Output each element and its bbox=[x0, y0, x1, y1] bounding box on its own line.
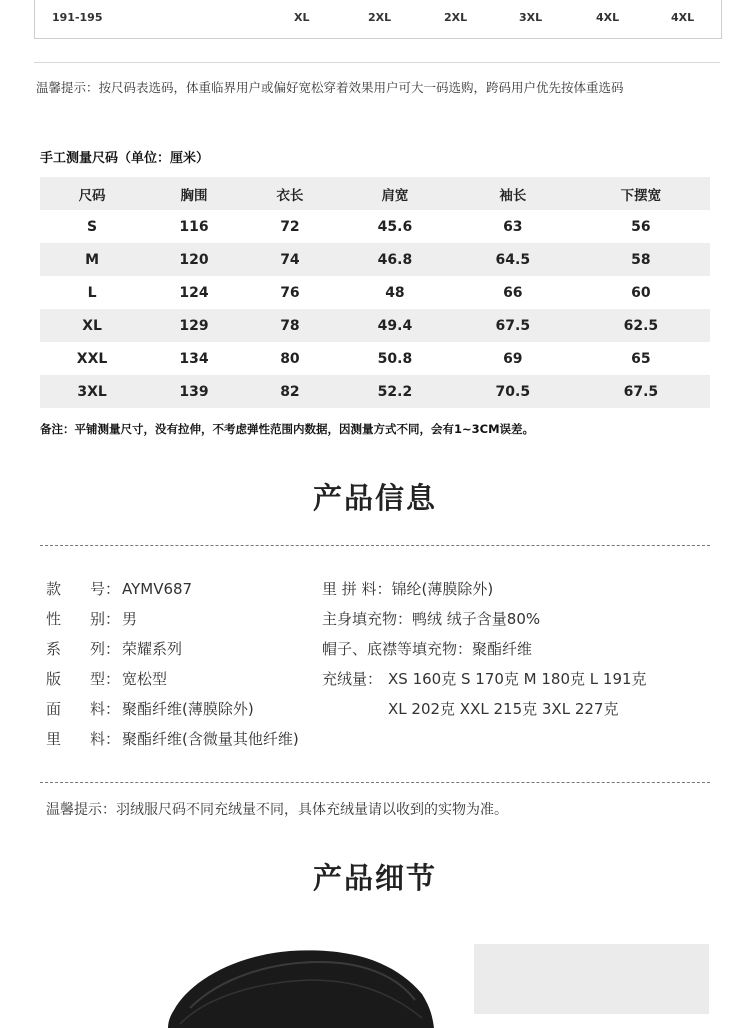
info-label: 充绒量： bbox=[322, 670, 383, 688]
size-cell: 2XL bbox=[368, 11, 392, 24]
info-item-fit bbox=[46, 668, 167, 689]
info-value: XS 160克 S 170克 M 180克 L 191克 bbox=[388, 670, 647, 688]
info-item-lining bbox=[46, 728, 299, 749]
table-cell: 70.5 bbox=[454, 375, 572, 408]
table-header-row bbox=[40, 177, 710, 210]
table-cell: 45.6 bbox=[377, 218, 413, 235]
info-item-series bbox=[46, 638, 182, 659]
size-cell: 4XL bbox=[596, 11, 620, 24]
divider bbox=[34, 62, 720, 63]
table-cell: L bbox=[87, 284, 97, 301]
table-cell: 124 bbox=[179, 284, 209, 301]
height-range-cell: 191-195 bbox=[52, 11, 103, 24]
table-cell: 134 bbox=[179, 350, 209, 367]
info-item-lining-panel bbox=[322, 578, 493, 599]
info-item-fill-weight-cont bbox=[388, 698, 618, 719]
info-label: 面 bbox=[46, 700, 62, 718]
info-label: 里 bbox=[46, 730, 62, 748]
table-cell: XL bbox=[40, 309, 144, 342]
info-item-style-no bbox=[46, 578, 192, 599]
info-value: 聚酯纤维 bbox=[472, 640, 533, 658]
info-label: 号： bbox=[90, 580, 121, 598]
info-label: 版 bbox=[46, 670, 62, 688]
info-value: 聚酯纤维(薄膜除外) bbox=[122, 700, 254, 718]
size-cell: 4XL bbox=[671, 11, 695, 24]
info-value: 鸭绒 绒子含量80% bbox=[412, 610, 541, 628]
product-info-title: 产品信息 bbox=[312, 481, 437, 515]
info-label: 型： bbox=[90, 670, 121, 688]
dotted-divider bbox=[40, 545, 710, 546]
info-label: 性 bbox=[46, 610, 62, 628]
table-cell: 49.4 bbox=[336, 309, 454, 342]
table-cell: 56 bbox=[631, 218, 651, 235]
table-row bbox=[40, 309, 710, 342]
info-label: 款 bbox=[46, 580, 62, 598]
info-value: 聚酯纤维(含微量其他纤维) bbox=[122, 730, 299, 748]
size-cell: 3XL bbox=[519, 11, 543, 24]
fill-weight-tip: 温馨提示：羽绒服尺码不同充绒量不同，具体充绒量请以收到的实物为准。 bbox=[46, 802, 508, 818]
table-cell: 67.5 bbox=[454, 309, 572, 342]
info-value: XL 202克 XXL 215克 3XL 227克 bbox=[388, 700, 619, 718]
table-cell: 62.5 bbox=[572, 309, 710, 342]
info-label: 帽子、底襟等填充物： bbox=[322, 640, 473, 658]
table-cell: 72 bbox=[280, 218, 300, 235]
table-cell: 63 bbox=[503, 218, 523, 235]
table-cell: XXL bbox=[76, 350, 108, 367]
header-cell: 下摆宽 bbox=[572, 177, 710, 210]
measurement-table bbox=[40, 177, 710, 408]
info-value: 男 bbox=[122, 610, 138, 628]
info-label: 别： bbox=[90, 610, 121, 628]
header-cell: 袖长 bbox=[454, 177, 572, 210]
info-value: 宽松型 bbox=[122, 670, 168, 688]
info-item-outer-fabric bbox=[46, 698, 254, 719]
info-label: 里 拼 料： bbox=[322, 580, 392, 598]
info-label: 系 bbox=[46, 640, 62, 658]
table-cell: 48 bbox=[385, 284, 405, 301]
measurement-title: 手工测量尺码（单位：厘米） bbox=[40, 151, 210, 166]
table-cell: 116 bbox=[179, 218, 209, 235]
table-cell: 78 bbox=[244, 309, 336, 342]
info-item-fill-weight bbox=[322, 668, 647, 689]
size-cell: 2XL bbox=[444, 11, 468, 24]
table-row bbox=[40, 342, 710, 375]
table-cell: 46.8 bbox=[336, 243, 454, 276]
table-cell: 50.8 bbox=[377, 350, 413, 367]
table-row bbox=[40, 243, 710, 276]
table-row bbox=[40, 276, 710, 309]
info-item-gender bbox=[46, 608, 137, 629]
table-cell: 64.5 bbox=[454, 243, 572, 276]
measurement-note: 备注：平铺测量尺寸，没有拉伸，不考虑弹性范围内数据，因测量方式不同，会有1~3CM误差。 bbox=[40, 422, 535, 436]
table-cell: 129 bbox=[144, 309, 244, 342]
table-cell: 120 bbox=[144, 243, 244, 276]
info-value: AYMV687 bbox=[122, 580, 193, 598]
product-detail-title: 产品细节 bbox=[312, 861, 437, 895]
table-cell: 58 bbox=[572, 243, 710, 276]
table-row bbox=[40, 375, 710, 408]
header-cell: 衣长 bbox=[244, 177, 336, 210]
size-cell: XL bbox=[294, 11, 310, 24]
table-cell: S bbox=[87, 218, 98, 235]
info-label: 料： bbox=[90, 700, 121, 718]
header-cell: 胸围 bbox=[144, 177, 244, 210]
info-label: 料： bbox=[90, 730, 121, 748]
info-label: 列： bbox=[90, 640, 121, 658]
info-value: 荣耀系列 bbox=[122, 640, 183, 658]
table-cell: 52.2 bbox=[336, 375, 454, 408]
table-cell: 82 bbox=[244, 375, 336, 408]
table-cell: 60 bbox=[631, 284, 651, 301]
table-cell: 67.5 bbox=[572, 375, 710, 408]
dotted-divider bbox=[40, 782, 710, 783]
table-row bbox=[40, 210, 710, 243]
table-cell: 139 bbox=[144, 375, 244, 408]
table-cell: 74 bbox=[244, 243, 336, 276]
table-cell: 69 bbox=[503, 350, 523, 367]
table-cell: 65 bbox=[631, 350, 651, 367]
table-cell: 3XL bbox=[40, 375, 144, 408]
table-cell: M bbox=[40, 243, 144, 276]
info-item-hood-filling bbox=[322, 638, 532, 659]
info-label: 主身填充物： bbox=[322, 610, 413, 628]
table-cell: 76 bbox=[280, 284, 300, 301]
info-value: 锦纶(薄膜除外) bbox=[391, 580, 494, 598]
table-cell: 80 bbox=[280, 350, 300, 367]
size-selection-tip: 温馨提示：按尺码表选码，体重临界用户或偏好宽松穿着效果用户可大一码选购，跨码用户优先按体重选码 bbox=[36, 80, 624, 95]
jacket-detail-image bbox=[160, 948, 450, 1028]
info-item-body-filling bbox=[322, 608, 540, 629]
header-cell: 尺码 bbox=[40, 177, 144, 210]
table-cell: 66 bbox=[503, 284, 523, 301]
header-cell: 肩宽 bbox=[336, 177, 454, 210]
detail-image-placeholder bbox=[474, 944, 709, 1014]
